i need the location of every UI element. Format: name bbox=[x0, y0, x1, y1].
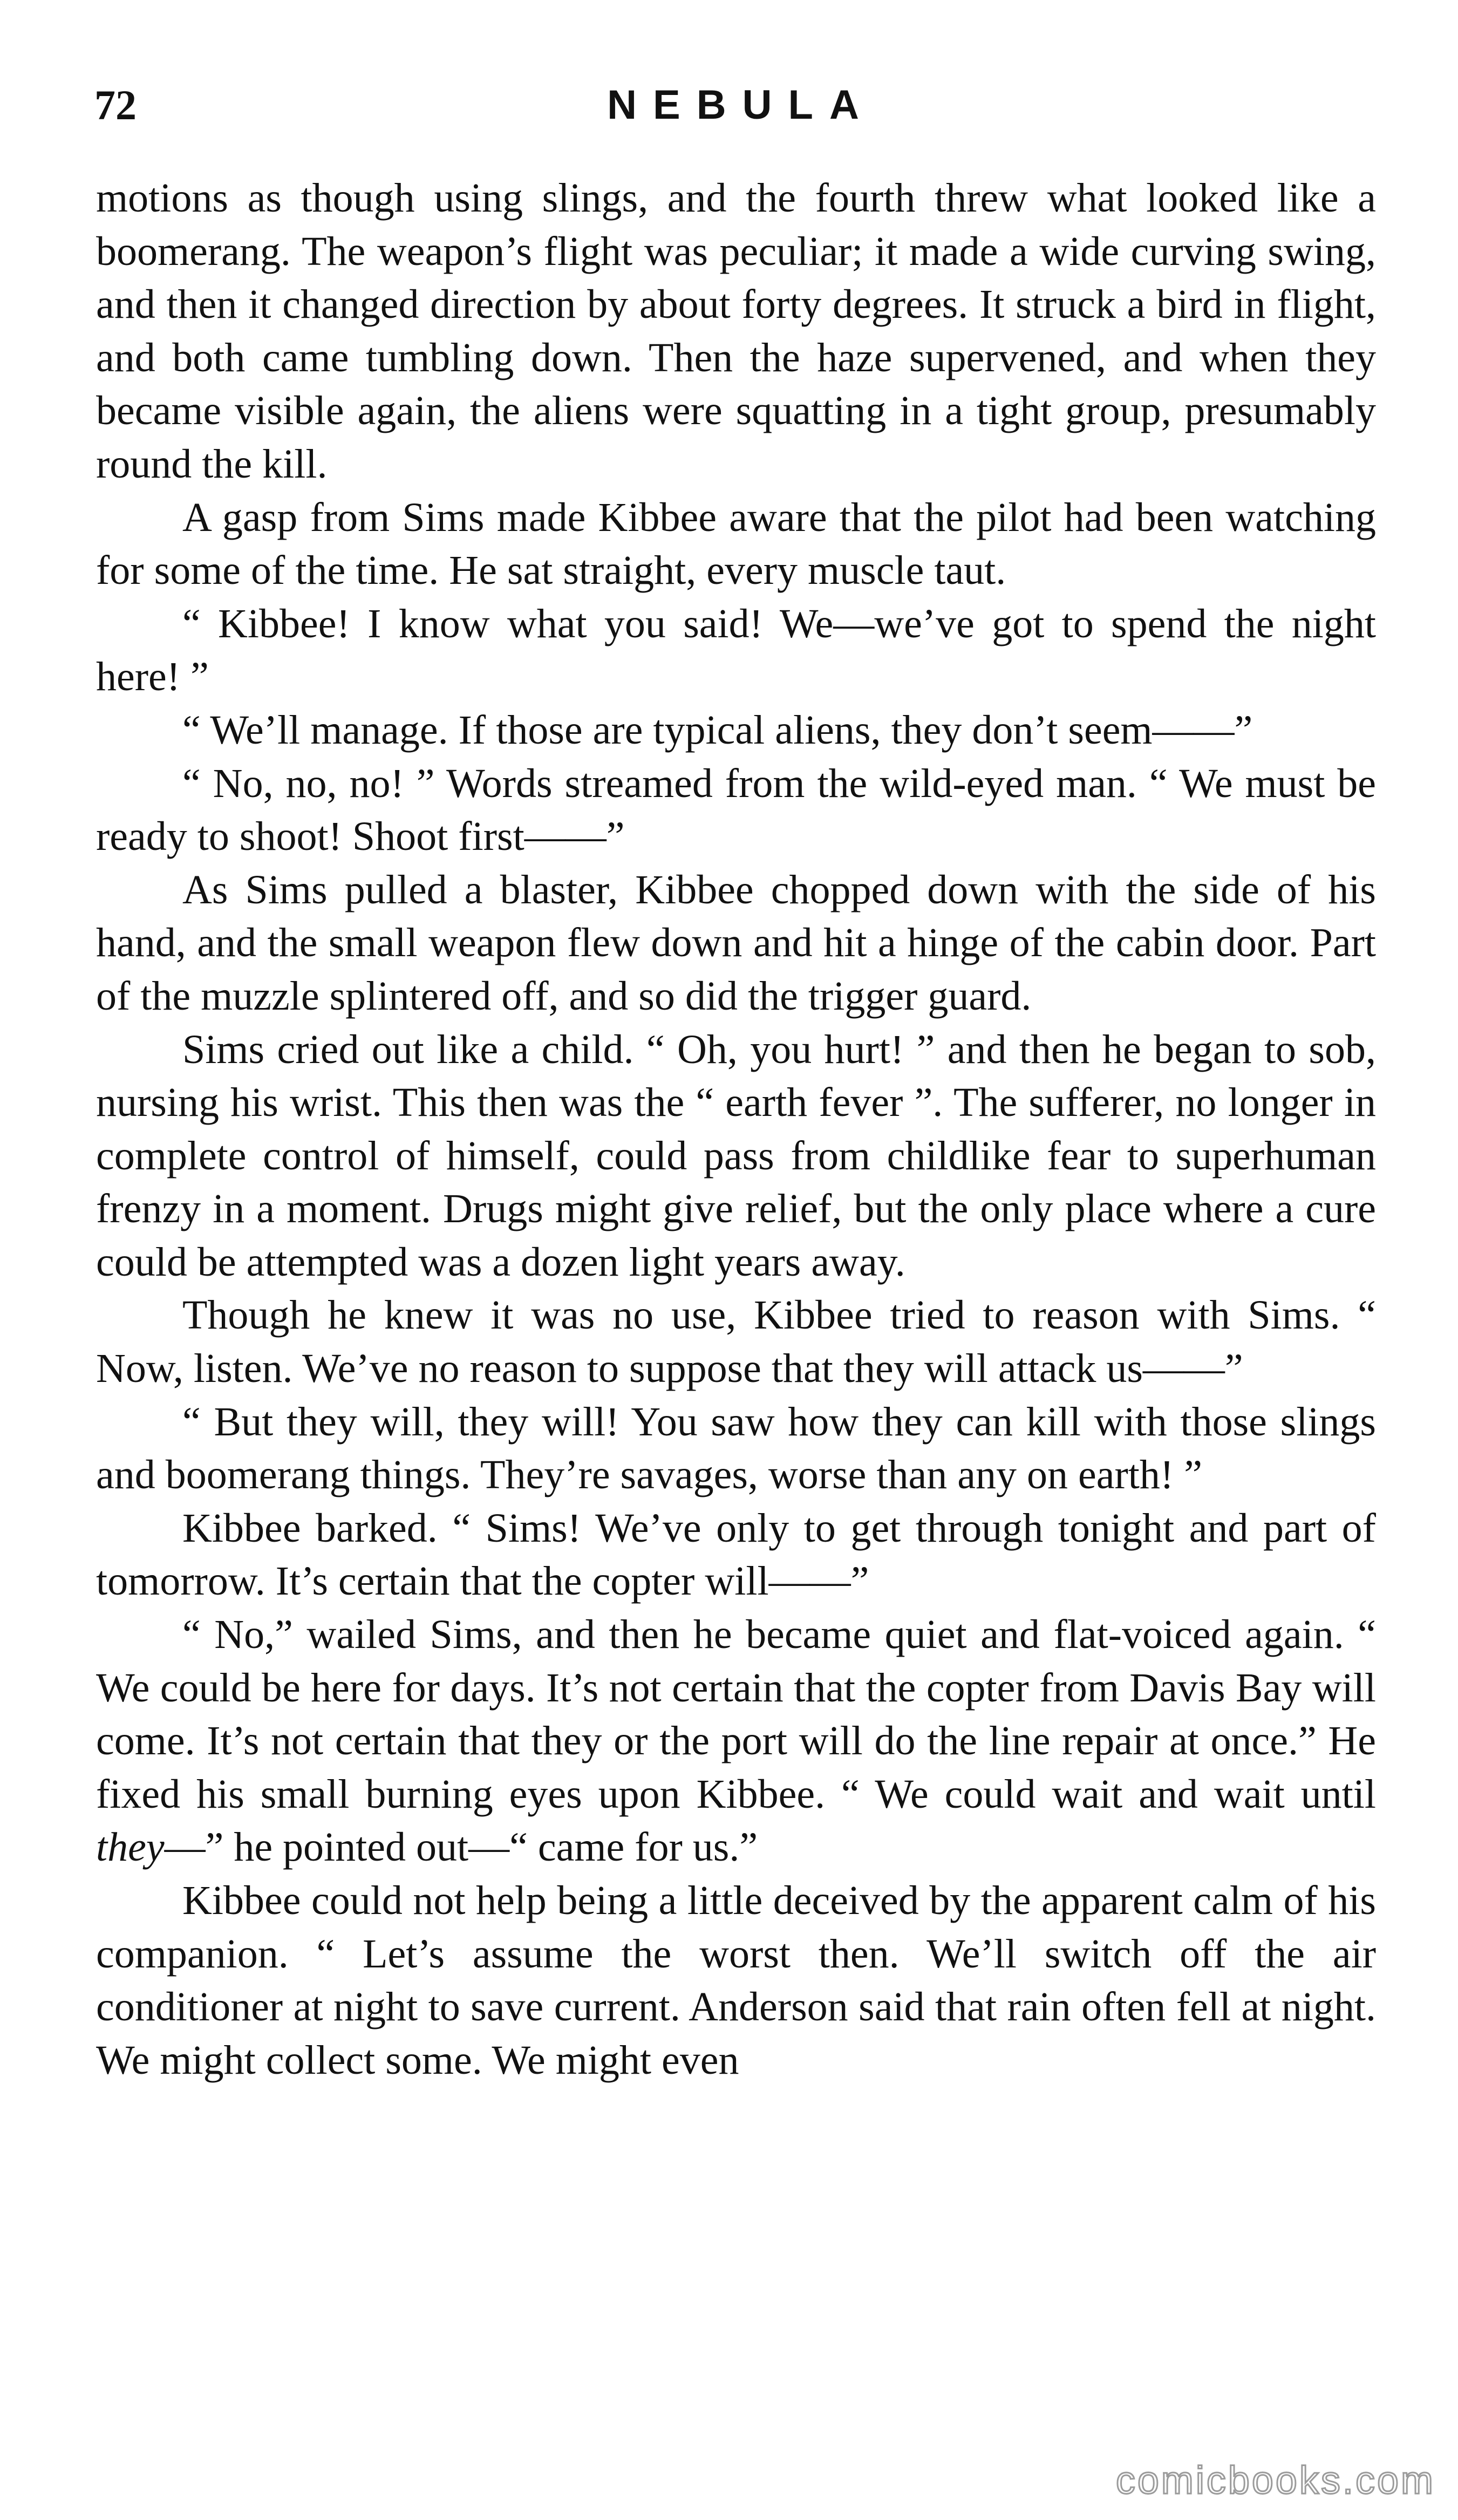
page-header bbox=[94, 76, 1372, 135]
paragraph-11-tail: —” he pointed out—“ came for us.” bbox=[164, 1824, 758, 1870]
paragraph-11-text: “ No,” wailed Sims, and then he became quiet and flat-voiced again. “ We could be here for days. It’s not certain that the copter from Davis Bay will come. It’s not certain that they or the port will do the line repair at once.” He fixed his small burning eyes upon Kibbee. “ We could wait and wait until bbox=[96, 1612, 1376, 1817]
paragraph-10: Kibbee barked. “ Sims! We’ve only to get through tonight and part of tomorrow. It’s certain that the copter will——” bbox=[96, 1505, 1376, 1604]
body-text bbox=[96, 172, 1376, 2087]
paragraph-4: “ We’ll manage. If those are typical aliens, they don’t seem——” bbox=[182, 707, 1253, 753]
paragraph-3: “ Kibbee! I know what you said! We—we’ve got to spend the night here! ” bbox=[96, 601, 1376, 700]
paragraph-1: motions as though using slings, and the fourth threw what looked like a boomerang. The weapon’s flight was peculiar; it made a wide curving swing, and then it changed direction by about forty degrees. It struck a bird in flight, and both came tumbling down. Then the haze supervened, and when they became visible again, the aliens were squatting in a tight group, presumably round the kill. bbox=[96, 175, 1376, 487]
paragraph-2: A gasp from Sims made Kibbee aware that the pilot had been watching for some of the time. He sat straight, every muscle taut. bbox=[96, 494, 1376, 594]
paragraph-12: Kibbee could not help being a little deceived by the apparent calm of his companion. “ Let’s assume the worst then. We’ll switch off the air conditioner at night to save current. Anderson said that rain often fell at night. We might collect some. We might even bbox=[96, 1878, 1376, 2083]
paragraph-6: As Sims pulled a blaster, Kibbee chopped down with the side of his hand, and the small weapon flew down and hit a hinge of the cabin door. Part of the muzzle splintered off, and so did the trigger guard. bbox=[96, 867, 1376, 1019]
paragraph-11-italic: they bbox=[96, 1824, 165, 1870]
running-head: NEBULA bbox=[607, 82, 875, 128]
watermark: comicbooks.com bbox=[1115, 2459, 1435, 2502]
paragraph-5: “ No, no, no! ” Words streamed from the wild-eyed man. “ We must be ready to shoot! Shoot first——” bbox=[96, 760, 1376, 860]
paragraph-11 bbox=[96, 1608, 1376, 1874]
paragraph-7: Sims cried out like a child. “ Oh, you hurt! ” and then he began to sob, nursing his wrist. This then was the “ earth fever ”. The sufferer, no longer in complete control of himself, could pass from childlike fear to superhuman frenzy in a moment. Drugs might give relief, but the only place where a cure could be attempted was a dozen light years away. bbox=[96, 1026, 1376, 1285]
page-number: 72 bbox=[94, 81, 137, 128]
paragraph-8: Though he knew it was no use, Kibbee tried to reason with Sims. “ Now, listen. We’ve no reason to suppose that they will attack us——” bbox=[96, 1292, 1376, 1392]
paragraph-9: “ But they will, they will! You saw how they can kill with those slings and boomerang things. They’re savages, worse than any on earth! ” bbox=[96, 1399, 1376, 1498]
